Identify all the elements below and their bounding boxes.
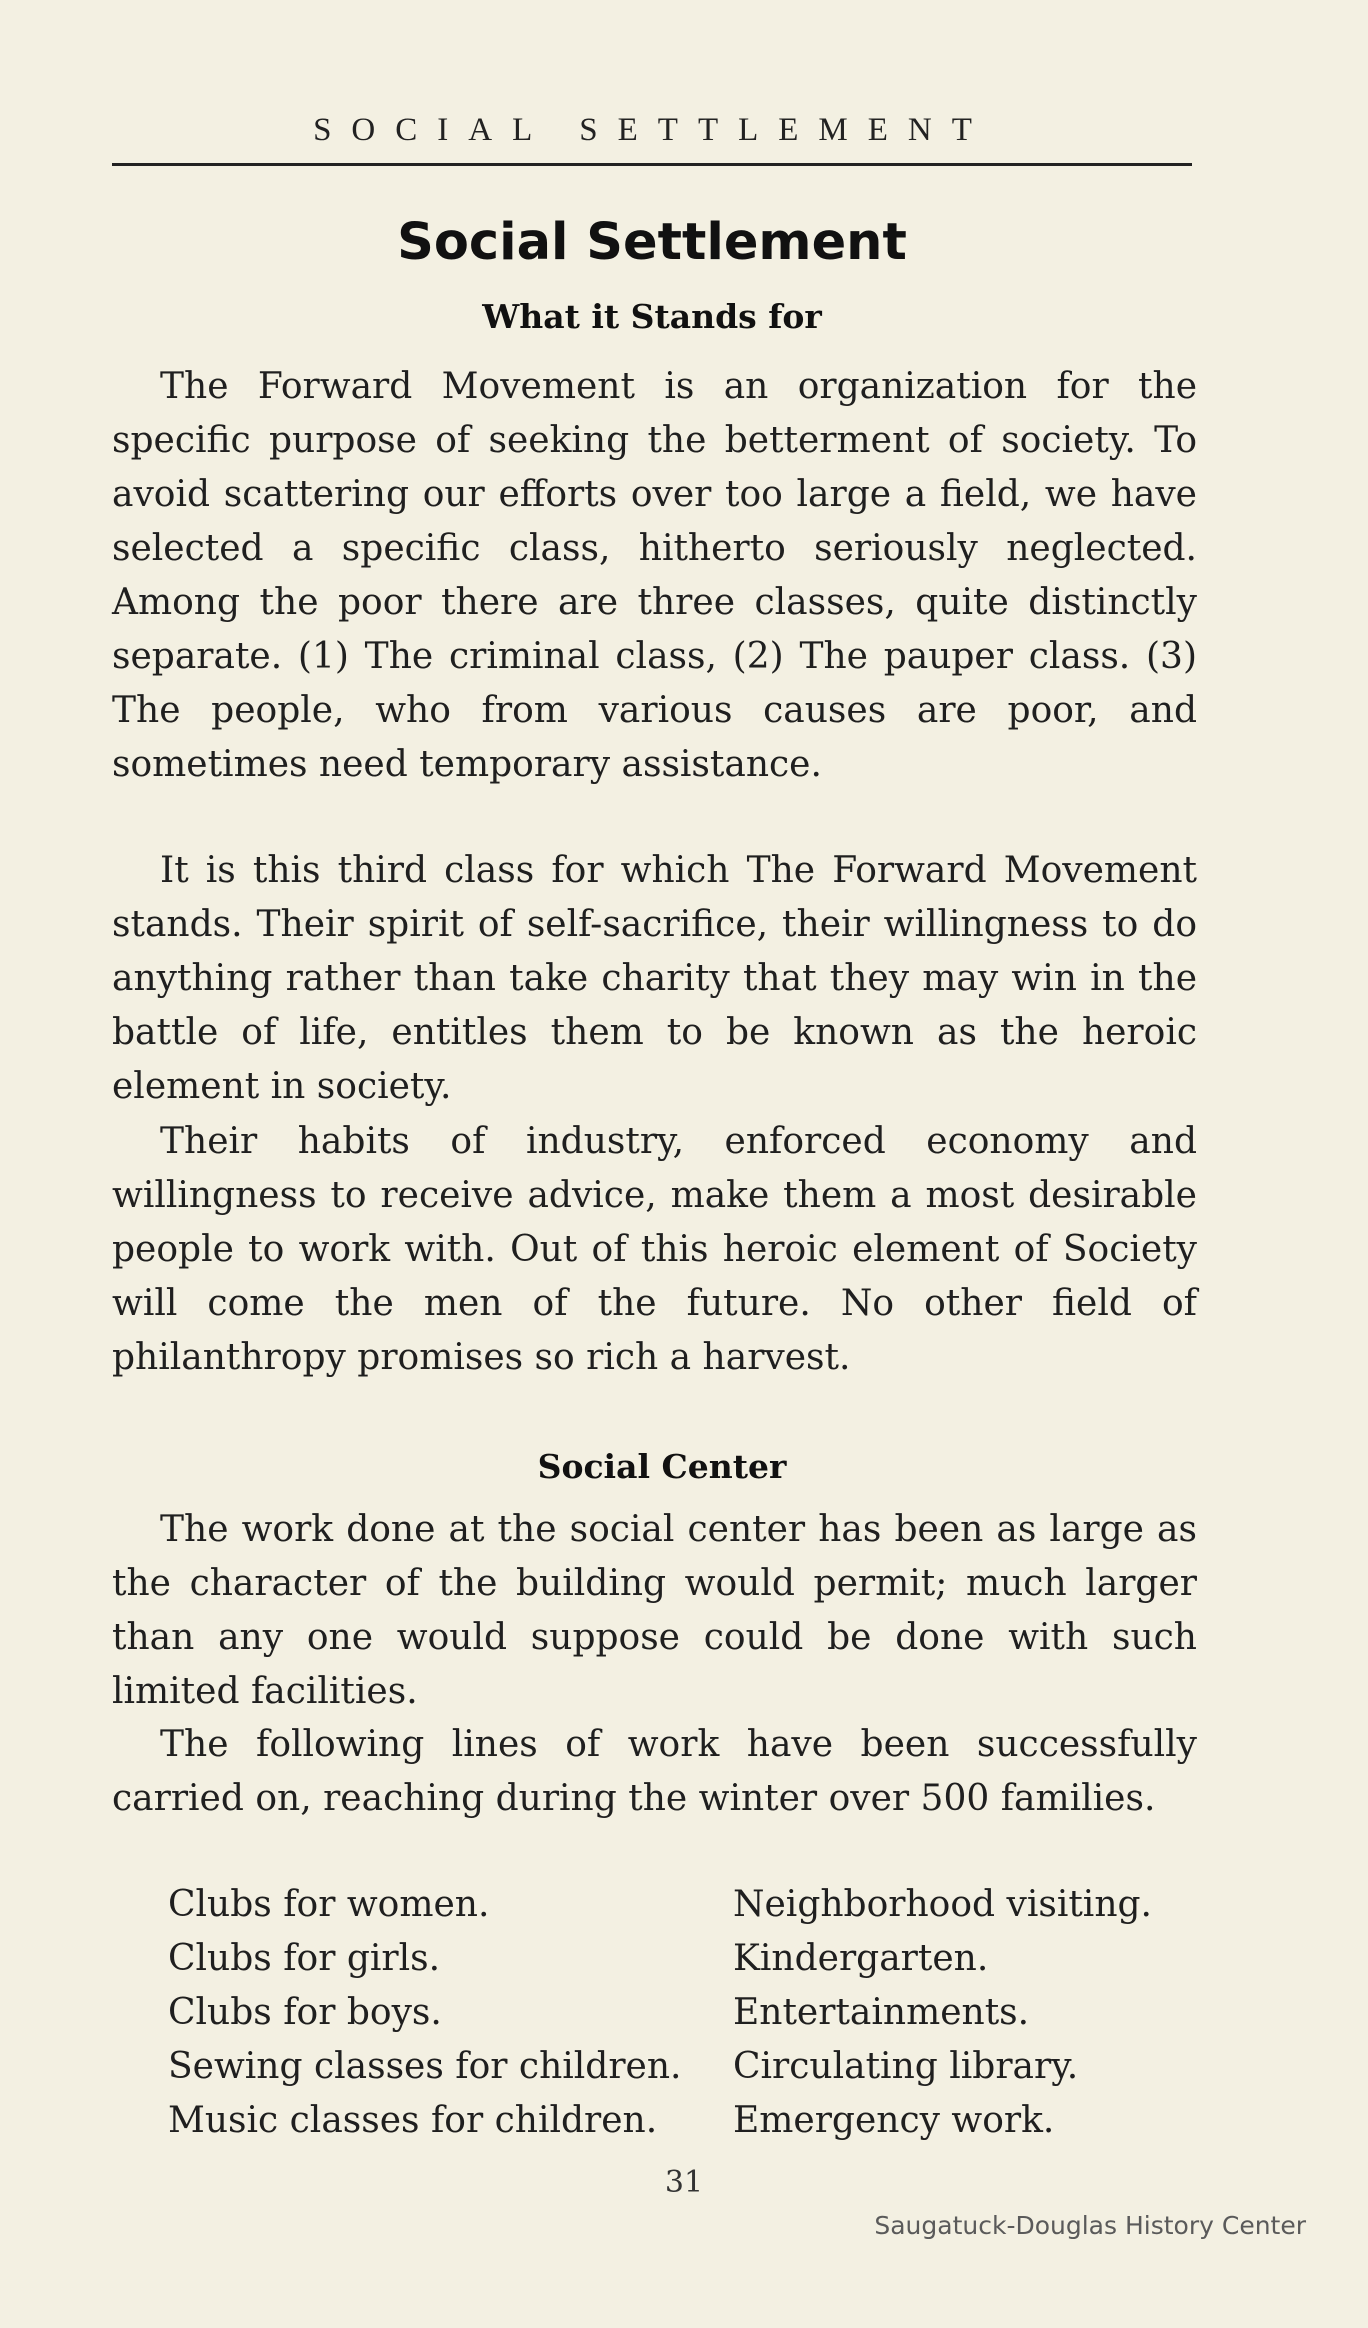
page-number: 31 xyxy=(664,2165,704,2200)
list-item: Entertainments. xyxy=(733,1992,1030,2033)
list-item: Neighborhood visiting. xyxy=(733,1884,1152,1925)
list-item: Emergency work. xyxy=(733,2100,1055,2141)
list-item: Clubs for girls. xyxy=(168,1938,441,1979)
paragraph: The Forward Movement is an organization for the specific purpose of seeking the betterment of society. To avoid scattering our efforts over too large a field, we have selected a specific class, hitherto seriously neglected. Among the poor there are three classes, quite distinctly separate. (1) The criminal class, (2) The pauper class. (3) The people, who from various causes are poor, and sometimes need temporary assistance. xyxy=(112,366,1197,785)
list-item: Kindergarten. xyxy=(733,1938,989,1979)
list-item: Clubs for women. xyxy=(168,1884,490,1925)
running-header: SOCIAL SETTLEMENT xyxy=(313,112,992,148)
page-subtitle: What it Stands for xyxy=(482,297,822,336)
paragraph: The following lines of work have been successfully carried on, reaching during the winter over 500 families. xyxy=(112,1724,1197,1819)
list-item: Music classes for children. xyxy=(168,2100,658,2141)
paragraph: Their habits of industry, enforced economy and willingness to receive advice, make them a most desirable people to work with. Out of this heroic element of Society will come the men of the future. No other field of philanthropy promises so rich a harvest. xyxy=(112,1121,1197,1378)
paragraph: The work done at the social center has been as large as the character of the building would permit; much larger than any one would suppose could be done with such limited facilities. xyxy=(112,1509,1197,1712)
watermark-text: Saugatuck-Douglas History Center xyxy=(874,2211,1306,2240)
list-item: Clubs for boys. xyxy=(168,1992,442,2033)
paragraph: It is this third class for which The Forward Movement stands. Their spirit of self-sacrifice, their willingness to do anything rather than take charity that they may win in the battle of life, entitles them to be known as the heroic element in society. xyxy=(112,850,1197,1107)
work-lines-list xyxy=(168,1878,1208,2148)
header-rule xyxy=(112,163,1192,166)
section-heading: Social Center xyxy=(537,1447,787,1486)
list-item: Sewing classes for children. xyxy=(168,2046,682,2087)
list-item: Circulating library. xyxy=(733,2046,1079,2087)
page-title: Social Settlement xyxy=(397,213,907,272)
